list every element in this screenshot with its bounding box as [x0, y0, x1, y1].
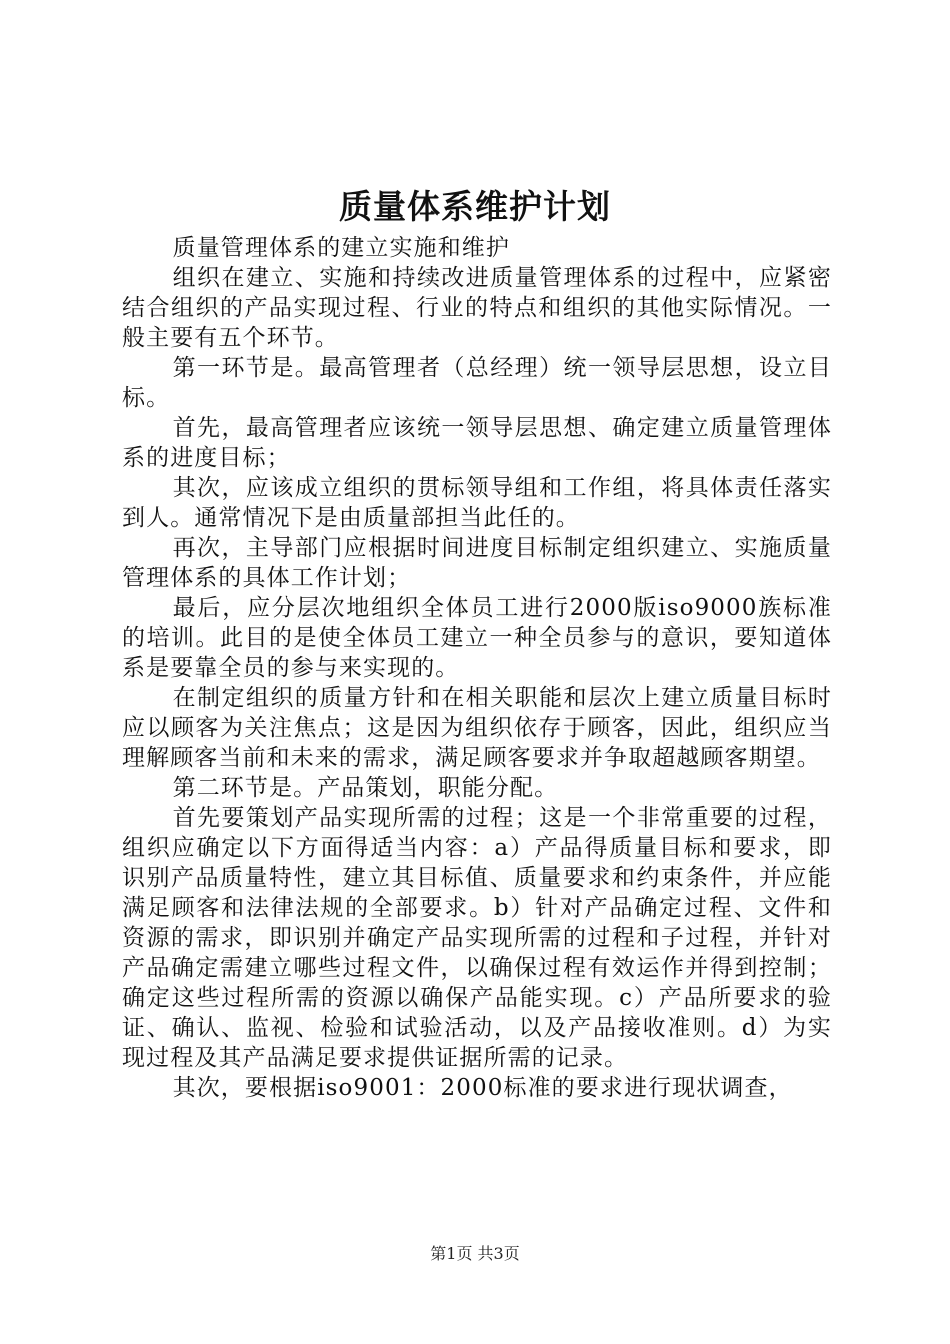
paragraph: 在制定组织的质量方针和在相关职能和层次上建立质量目标时应以顾客为关注焦点；这是因为组织依存于顾客，因此，组织应当理解顾客当前和未来的需求，满足顾客要求并争取超越顾客期望。: [122, 685, 832, 771]
document-body: [122, 233, 832, 1103]
paragraph: 第一环节是。最高管理者（总经理）统一领导层思想，设立目标。: [122, 355, 832, 411]
paragraph: 质量管理体系的建立实施和维护: [172, 235, 510, 261]
paragraph: 最后，应分层次地组织全体员工进行2000版iso9000族标准的培训。此目的是使全体员工建立一种全员参与的意识，要知道体系是要靠全员的参与来实现的。: [122, 595, 832, 681]
paragraph: 首先，最高管理者应该统一领导层思想、确定建立质量管理体系的进度目标；: [122, 415, 832, 471]
paragraph: 其次，要根据iso9001：2000标准的要求进行现状调查，: [172, 1075, 793, 1101]
paragraph: 首先要策划产品实现所需的过程；这是一个非常重要的过程，组织应确定以下方面得适当内容：a）产品得质量目标和要求，即识别产品质量特性，建立其目标值、质量要求和约束条件，并应能满足顾客和法律法规的全部要求。b）针对产品确定过程、文件和资源的需求，即识别并确定产品实现所需的过程和子过程，并针对产品确定需建立哪些过程文件，以确保过程有效运作并得到控制；确定这些过程所需的资源以确保产品能实现。c）产品所要求的验证、确认、监视、检验和试验活动，以及产品接收准则。d）为实现过程及其产品满足要求提供证据所需的记录。: [122, 805, 832, 1071]
paragraph: 组织在建立、实施和持续改进质量管理体系的过程中，应紧密结合组织的产品实现过程、行业的特点和组织的其他实际情况。一般主要有五个环节。: [122, 265, 832, 351]
page-number-footer: 第1页 共3页: [430, 1244, 520, 1263]
paragraph: 第二环节是。产品策划，职能分配。: [172, 775, 559, 801]
paragraph: 再次，主导部门应根据时间进度目标制定组织建立、实施质量管理体系的具体工作计划；: [122, 535, 832, 591]
paragraph: 其次，应该成立组织的贯标领导组和工作组，将具体责任落实到人。通常情况下是由质量部担当此任的。: [122, 475, 832, 531]
document-title: 质量体系维护计划: [339, 187, 611, 226]
